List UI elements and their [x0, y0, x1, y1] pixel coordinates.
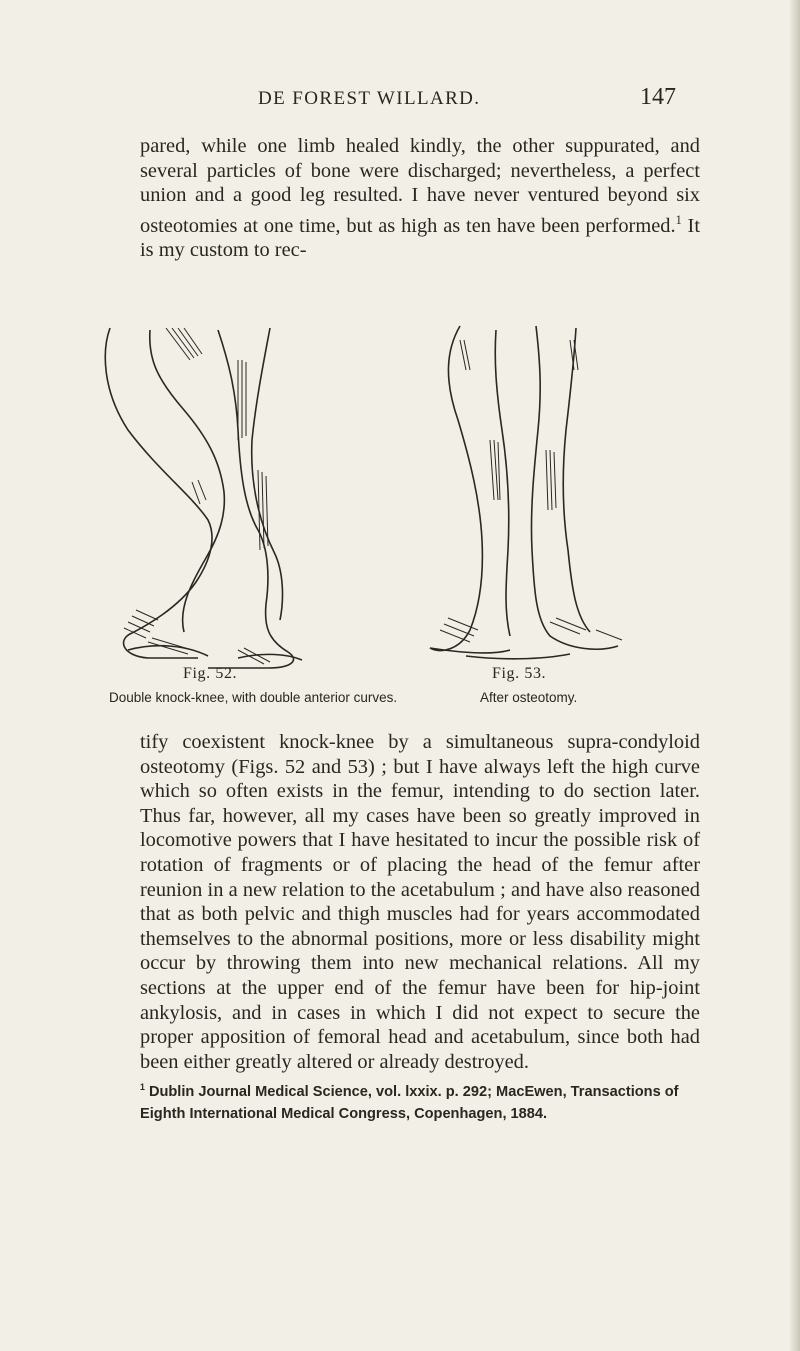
page-number: 147	[640, 84, 676, 110]
footnote	[140, 1076, 700, 1125]
running-head-title: DE FOREST WILLARD.	[258, 88, 481, 109]
figure-52-caption: Double knock-knee, with double anterior curves.	[109, 690, 398, 705]
figure-53-illustration	[400, 300, 640, 670]
figure-53-caption: After osteotomy.	[480, 690, 578, 705]
paragraph-main: tify coexistent knock-knee by a simultaneous supra-condyloid osteotomy (Figs. 52 and 53) ; but I have always left the high curve which so often exists in the femur, intending to do section later. Thus far, however, all my cases have been so greatly improved in locomotive powers that I have hesitated to incur the possible risk of rotation of fragments or of placing the head of the femur after reunion in a new relation to the acetabulum ; and have also reasoned that as both pelvic and thigh muscles had for years accommodated themselves to the abnormal positions, more or less disability might occur by throwing them into new mechanical relations. All my sections at the upper end of the femur have been for hip-joint ankylosis, and in cases in which I did not expect to secure the proper apposition of femoral head and acetabulum, since both had been either greatly altered or already destroyed.	[140, 731, 700, 1073]
figure-pair	[0, 300, 800, 720]
paragraph-top-text: pared, while one limb healed kindly, the other suppurated, and several particles of bone were discharged; nevertheless, a perfect union and a good leg resulted. I have never ventured beyond six osteotomies at one time, but as high as ten have been performed.	[140, 135, 700, 237]
figure-52-number: Fig. 52.	[183, 665, 238, 682]
footnote-marker: 1	[140, 1082, 145, 1092]
footnote-text: Dublin Journal Medical Science, vol. lxxix. p. 292; MacEwen, Transactions of Eighth International Medical Congress, Copenhagen, 1884.	[140, 1083, 679, 1122]
paragraph-top-text-end: It is my custom to rec-	[140, 214, 701, 261]
footnote-reference: 1	[675, 212, 682, 227]
running-head	[0, 84, 800, 114]
paragraph-top	[140, 134, 700, 262]
figure-52-illustration	[88, 320, 318, 670]
figure-53-number: Fig. 53.	[492, 665, 547, 682]
